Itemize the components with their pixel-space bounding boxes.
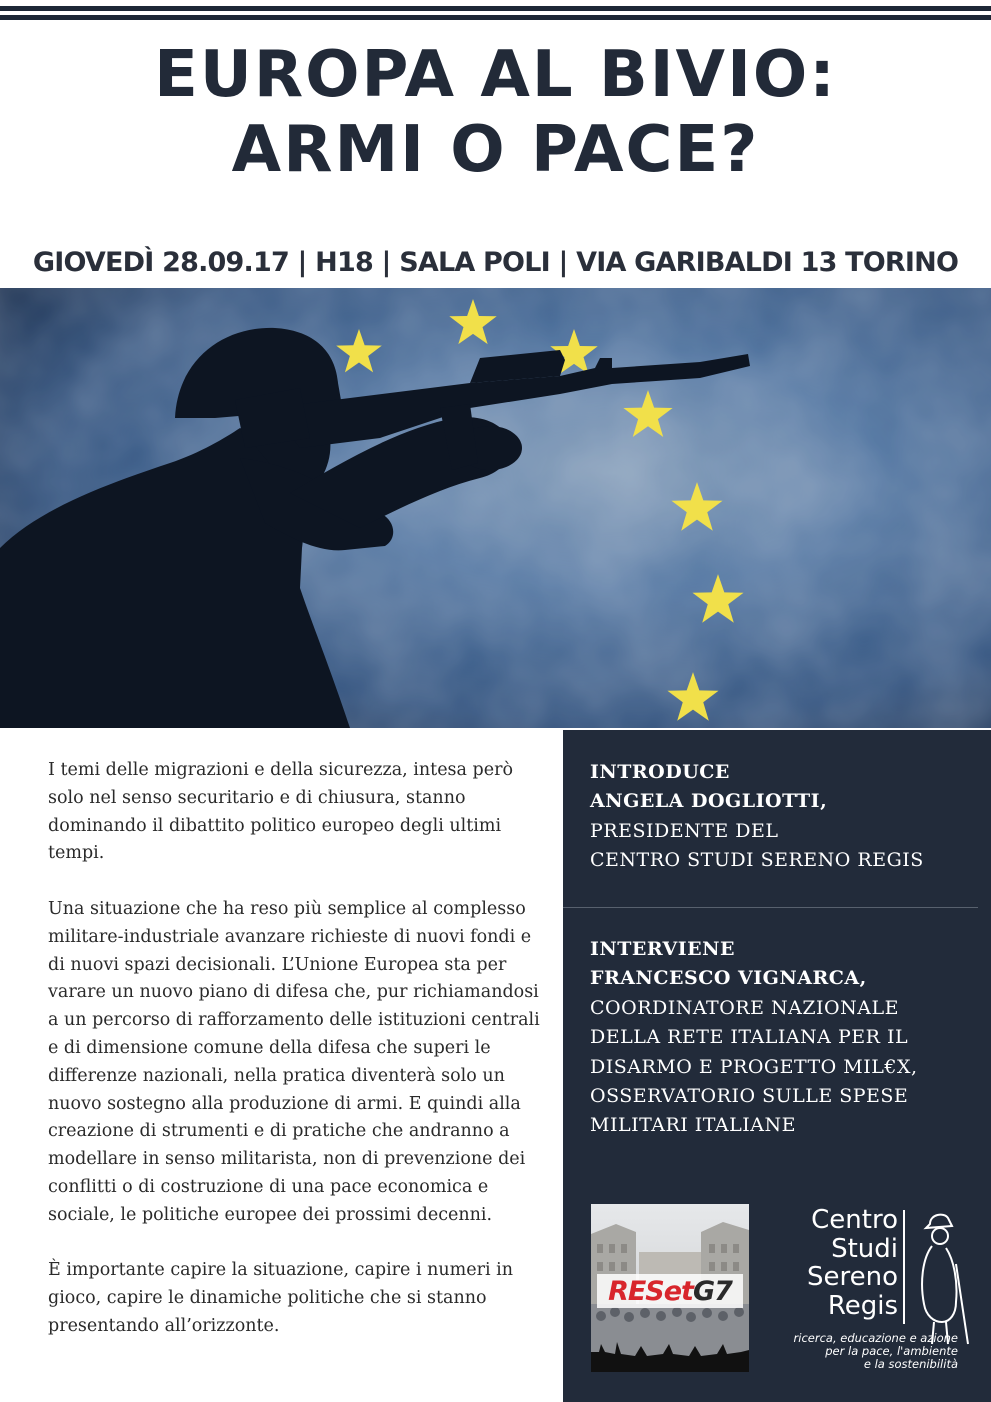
hero-image xyxy=(0,288,991,728)
speaker-main xyxy=(590,935,980,1141)
reset-re: RESet xyxy=(608,1276,693,1307)
panel-divider xyxy=(563,907,978,908)
speaker-title-line: MILITARI ITALIANE xyxy=(590,1114,796,1137)
speaker-title-line: CENTRO STUDI SERENO REGIS xyxy=(590,849,924,872)
reset-g7: G7 xyxy=(692,1276,732,1307)
reset-g7-logo xyxy=(591,1204,749,1372)
event-info: GIOVEDÌ 28.09.17 | H18 | SALA POLI | VIA GARIBALDI 13 TORINO xyxy=(32,247,959,278)
cssr-name-line: Sereno xyxy=(807,1262,898,1292)
reset-wordmark xyxy=(591,1277,749,1307)
cssr-tagline-line: e la sostenibilità xyxy=(863,1357,958,1371)
top-rule-thin xyxy=(0,15,991,20)
speaker-title-line: OSSERVATORIO SULLE SPESE xyxy=(590,1085,909,1108)
speaker-title-line: DISARMO E PROGETTO MIL€X, xyxy=(590,1055,918,1078)
cssr-name-line: Studi xyxy=(831,1233,898,1264)
body-paragraph-1: I temi delle migrazioni e della sicurezza, intesa però solo nel senso securitario e di chiusura, stanno dominando il dibattito politico europeo degli ultimi tempi. xyxy=(48,760,513,864)
speaker-title-line: PRESIDENTE DEL xyxy=(590,819,779,842)
title-line-1: EUROPA AL BIVIO: xyxy=(154,38,837,112)
centro-studi-sereno-regis-logo xyxy=(768,1204,983,1402)
speaker-intro xyxy=(590,758,980,876)
title-line-2: ARMI O PACE? xyxy=(231,113,760,187)
soldier-eu-flag-image xyxy=(0,288,991,728)
body-paragraph-2: Una situazione che ha reso più semplice al complesso militare-industriale avanzare richieste di nuovi fondi e di nuovi spazi decisionali. L’Unione Europea sta per varare un nuovo piano di difesa che, pur richiamandosi a un percorso di rafforzamento delle istituzioni centrali e di dimensione comune della difesa che superi le differenze nazionali, nella pratica diventerà solo un nuovo sostegno alla produzione di armi. E quindi alla creazione di strumenti e di pratiche che andranno a modellare in senso militarista, non di prevenzione dei conflitti o di costruzione di una pace economica e sociale, le politiche europee dei prossimi decenni. xyxy=(48,898,540,1225)
speaker-name: ANGELA DOGLIOTTI, xyxy=(590,790,828,813)
top-rule-thick xyxy=(0,6,991,11)
page-title xyxy=(0,38,991,188)
speaker-name: FRANCESCO VIGNARCA, xyxy=(590,967,867,990)
cssr-tagline xyxy=(768,1332,958,1371)
speaker-role: INTERVIENE xyxy=(590,938,735,960)
cssr-tagline-line: per la pace, l'ambiente xyxy=(825,1344,958,1358)
speaker-title-line: COORDINATORE NAZIONALE xyxy=(590,996,899,1019)
body-paragraph-3: È importante capire la situazione, capire i numeri in gioco, capire le dinamiche politiche che si stanno presentando all’orizzonte. xyxy=(48,1260,514,1336)
cssr-tagline-line: ricerca, educazione e azione xyxy=(793,1331,958,1345)
speaker-title-line: DELLA RETE ITALIANA PER IL xyxy=(590,1026,909,1049)
body-text xyxy=(48,757,548,1369)
cssr-name xyxy=(768,1206,898,1320)
speaker-role: INTRODUCE xyxy=(590,761,730,783)
cssr-name-line: Centro xyxy=(811,1205,898,1235)
speakers-panel xyxy=(563,730,991,1402)
cssr-name-line: Regis xyxy=(827,1290,898,1321)
